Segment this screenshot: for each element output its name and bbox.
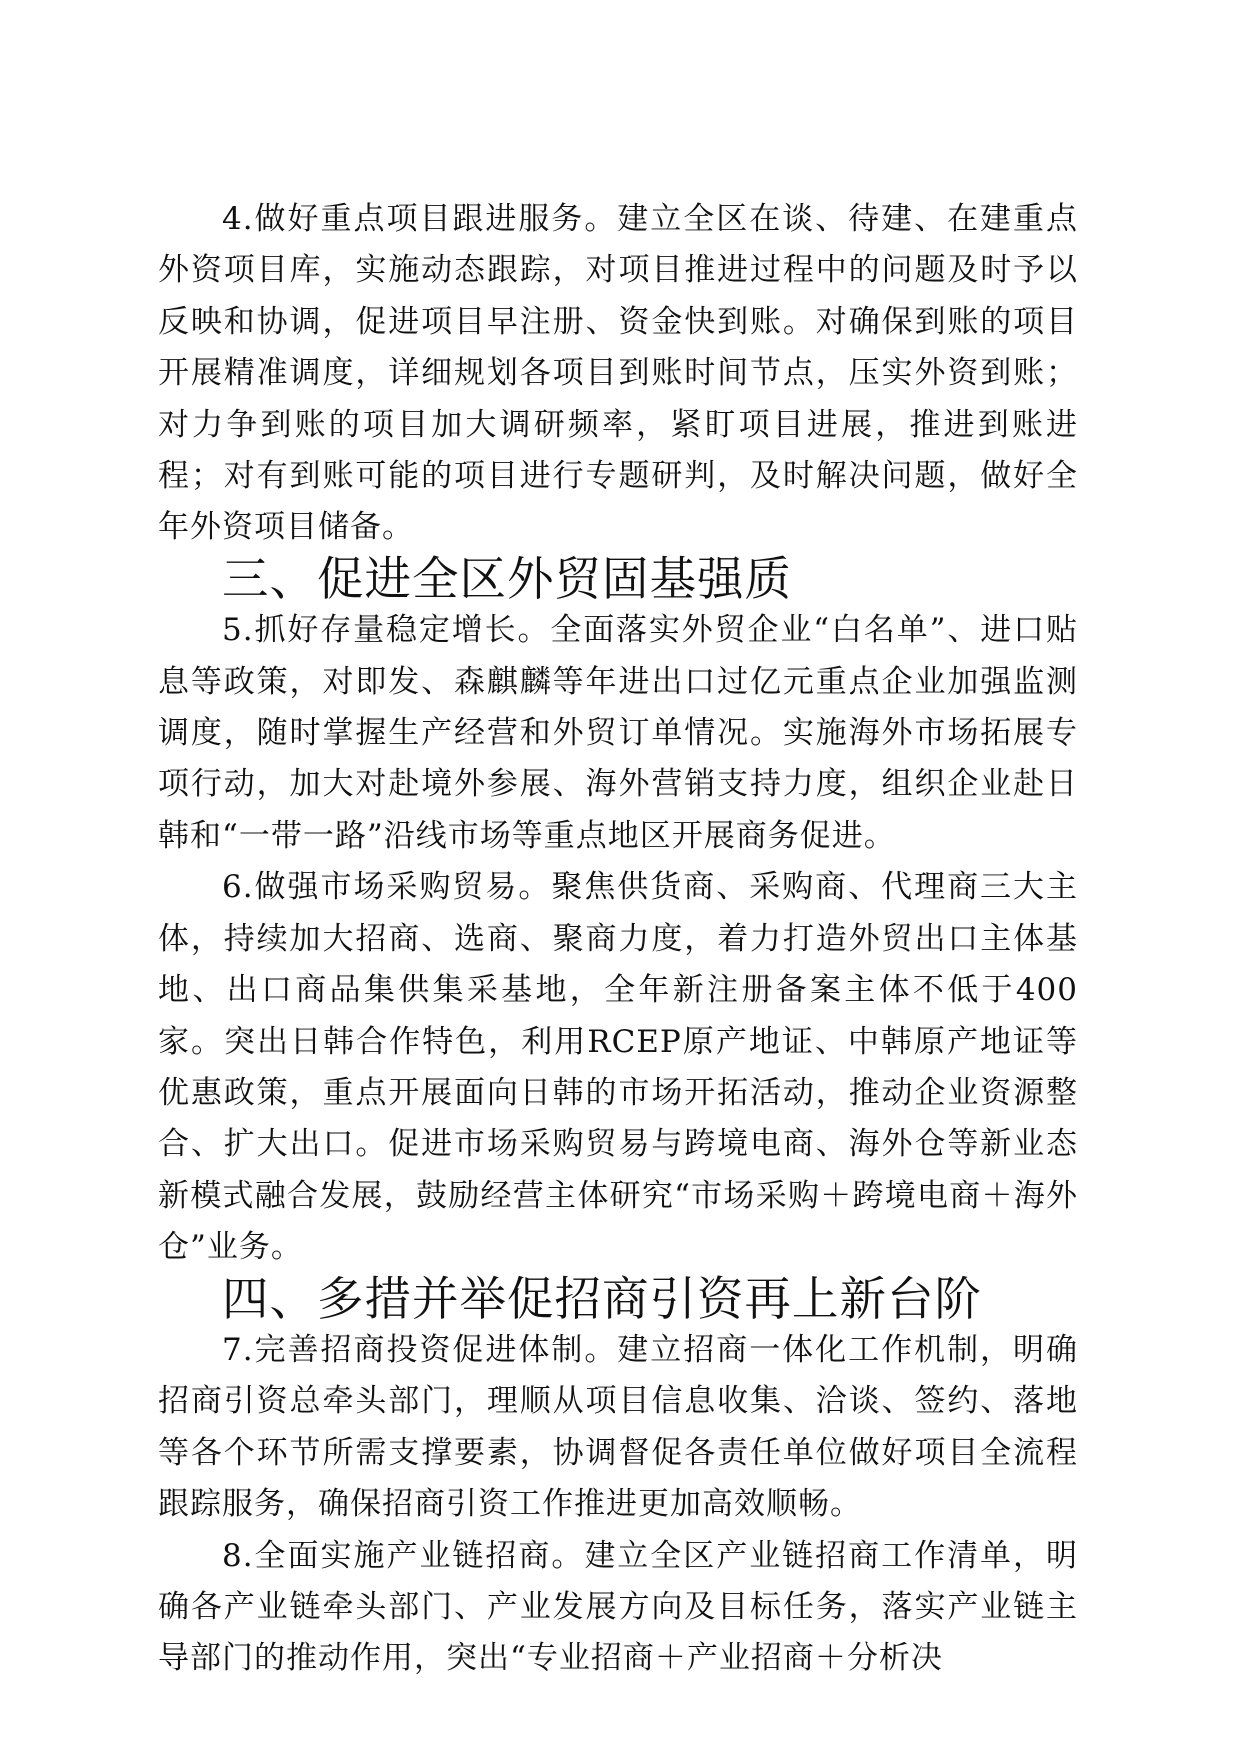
paragraph-item-7: 7.完善招商投资促进体制。建立招商一体化工作机制，明确招商引资总牵头部门，理顺从项目信息收集、洽谈、签约、落地等各个环节所需支撑要素，协调督促各责任单位做好项目全流程跟踪服务，确保招商引资工作推进更加高效顺畅。 [158, 1331, 1078, 1523]
document-page [158, 194, 1078, 1685]
paragraph-item-5: 5.抓好存量稳定增长。全面落实外贸企业“白名单”、进口贴息等政策，对即发、森麒麟等年进出口过亿元重点企业加强监测调度，随时掌握生产经营和外贸订单情况。实施海外市场拓展专项行动，加大对赴境外参展、海外营销支持力度，组织企业赴日韩和“一带一路”沿线市场等重点地区开展商务促进。 [158, 612, 1078, 854]
section-heading-3: 三、促进全区外贸固基强质 [222, 551, 792, 606]
section-heading-4: 四、多措并举促招商引资再上新台阶 [222, 1271, 982, 1326]
paragraph-item-4: 4.做好重点项目跟进服务。建立全区在谈、待建、在建重点外资项目库，实施动态跟踪，对项目推进过程中的问题及时予以反映和协调，促进项目早注册、资金快到账。对确保到账的项目开展精准调度，详细规划各项目到账时间节点，压实外资到账；对力争到账的项目加大调研频率，紧盯项目进展，推进到账进程；对有到账可能的项目进行专题研判，及时解决问题，做好全年外资项目储备。 [158, 201, 1078, 546]
paragraph-item-6: 6.做强市场采购贸易。聚焦供货商、采购商、代理商三大主体，持续加大招商、选商、聚商力度，着力打造外贸出口主体基地、出口商品集供集采基地，全年新注册备案主体不低于400家。突出日韩合作特色，利用RCEP原产地证、中韩原产地证等优惠政策，重点开展面向日韩的市场开拓活动，推动企业资源整合、扩大出口。促进市场采购贸易与跨境电商、海外仓等新业态新模式融合发展，鼓励经营主体研究“市场采购＋跨境电商＋海外仓”业务。 [158, 869, 1078, 1266]
paragraph-item-8: 8.全面实施产业链招商。建立全区产业链招商工作清单，明确各产业链牵头部门、产业发展方向及目标任务，落实产业链主导部门的推动作用，突出“专业招商＋产业招商＋分析决 [158, 1537, 1078, 1677]
